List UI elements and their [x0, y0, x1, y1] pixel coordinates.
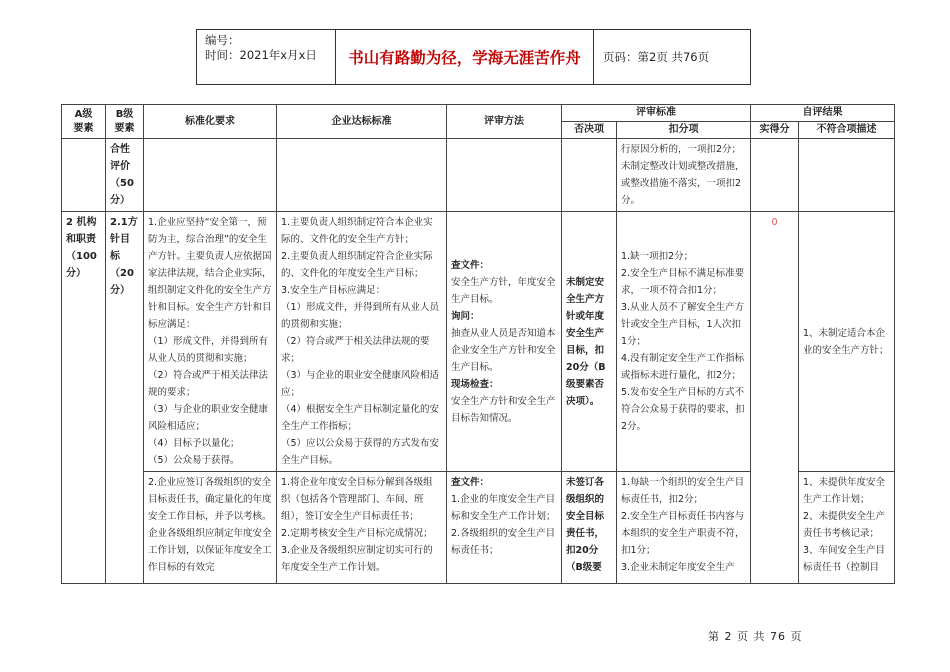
doc-number-label: 编号： [205, 33, 240, 47]
cell-standard: 2.企业应签订各级组织的安全目标责任书，确定量化的年度安全工作目标，并予以考核。企业各级组织应制定年度安全工作计划，以保证年度安全工作目标的有效完 [144, 472, 277, 584]
cell-enterprise [277, 139, 447, 212]
cell-nonconf [799, 139, 895, 212]
cell-score: 0 [751, 212, 799, 584]
page-footer: 第 2 页 共 76 页 [708, 630, 803, 643]
col-header-enterprise: 企业达标标准 [277, 105, 447, 139]
doc-time-label: 时间：2021年x月x日 [205, 48, 317, 62]
table-row [62, 212, 895, 472]
cell-method: 查文件： 安全生产方针，年度安全生产目标。 询问： 抽查从业人员是否知道本企业安全生产方针和安全生产目标。 现场检查： 安全生产方针和安全生产目标告知情况。 [447, 212, 562, 472]
cell-method: 查文件： 1.企业的年度安全生产目标和安全生产工作计划； 2.各级组织的安全生产目标责任书； [447, 472, 562, 584]
cell-a-elem: 2 机构和职责（100分） [62, 212, 106, 584]
cell-method [447, 139, 562, 212]
page-header [196, 29, 751, 85]
cell-enterprise: 1.主要负责人组织制定符合本企业实际的、文件化的安全生产方针； 2.主要负责人组织制定符合企业实际的、文件化的年度安全生产目标； 3.安全生产目标应满足： （1）形成文件，并得到所有从业人员的贯彻和实施； （2）符合或严于相关法律法规的要求； （3）与企业的职业安全健康风险相适应； （4）根据安全生产目标制定量化的安全生产工作指标； （5）应以公众易于获得的方式发布安全生产目标。 [277, 212, 447, 472]
header-page-code: 页码：第2页 共76页 [603, 50, 710, 64]
cell-deduct: 1.每缺一个组织的安全生产目标责任书，扣2分； 2.安全生产目标责任书内容与本组织的安全生产职责不符，扣1分； 3.企业未制定年度安全生产 [617, 472, 751, 584]
col-header-b-elem: B级 要素 [106, 105, 144, 139]
cell-veto: 未签订各级组织的安全目标责任书，扣20分（B级要 [562, 472, 617, 584]
cell-deduct: 1.缺一项扣2分； 2.安全生产目标不满足标准要求，一项不符合扣1分； 3.从业人员不了解安全生产方针或安全生产目标，1人次扣1分； 4.没有制定安全生产工作指标或指标未进行量化，扣2分； 5.发布安全生产目标的方式不符合公众易于获得的要求，扣2分。 [617, 212, 751, 472]
cell-standard [144, 139, 277, 212]
col-header-review: 评审标准 [562, 105, 751, 122]
cell-score [751, 139, 799, 212]
col-header-nonconf: 不符合项描述 [799, 122, 895, 139]
standard-table [61, 104, 895, 584]
cell-enterprise: 1.将企业年度安全目标分解到各级组织（包括各个管理部门、车间、班组），签订安全生产目标责任书； 2.定期考核安全生产目标完成情况； 3.企业及各级组织应制定切实可行的年度安全生产工作计划。 [277, 472, 447, 584]
col-header-a-elem: A级 要素 [62, 105, 106, 139]
col-header-method: 评审方法 [447, 105, 562, 139]
col-header-self-eval: 自评结果 [751, 105, 895, 122]
cell-standard: 1.企业应坚持“安全第一，预防为主，综合治理”的安全生产方针。主要负责人应依据国家法律法规，结合企业实际，组织制定文件化的安全生产方针和目标。安全生产方针和目标应满足： （1）形成文件，并得到所有从业人员的贯彻和实施； （2）符合或严于相关法律法规的要求； （3）与企业的职业安全健康风险相适应； （4）目标予以量化； （5）公众易于获得。 [144, 212, 277, 472]
col-header-veto: 否决项 [562, 122, 617, 139]
header-motto: 书山有路勤为径，学海无涯苦作舟 [336, 30, 594, 84]
header-doc-info [197, 30, 336, 84]
col-header-deduct: 扣分项 [617, 122, 751, 139]
cell-nonconf: 1、未提供年度安全生产工作计划； 2、未提供安全生产责任书考核记录； 3、车间安全生产目标责任书（控制目 [799, 472, 895, 584]
cell-nonconf: 1、未制定适合本企业的安全生产方针； [799, 212, 895, 472]
cell-deduct: 行原因分析的，一项扣2分；未制定整改计划或整改措施，或整改措施不落实，一项扣2分。 [617, 139, 751, 212]
col-header-score: 实得分 [751, 122, 799, 139]
table-row [62, 139, 895, 212]
cell-a-elem [62, 139, 106, 212]
cell-veto: 未制定安全生产方针或年度安全生产目标，扣20分（B级要素否决项）。 [562, 212, 617, 472]
cell-b-elem: 2.1方针目标（20分） [106, 212, 144, 584]
cell-veto [562, 139, 617, 212]
cell-b-elem: 合性评价（50分） [106, 139, 144, 212]
col-header-standard: 标准化要求 [144, 105, 277, 139]
